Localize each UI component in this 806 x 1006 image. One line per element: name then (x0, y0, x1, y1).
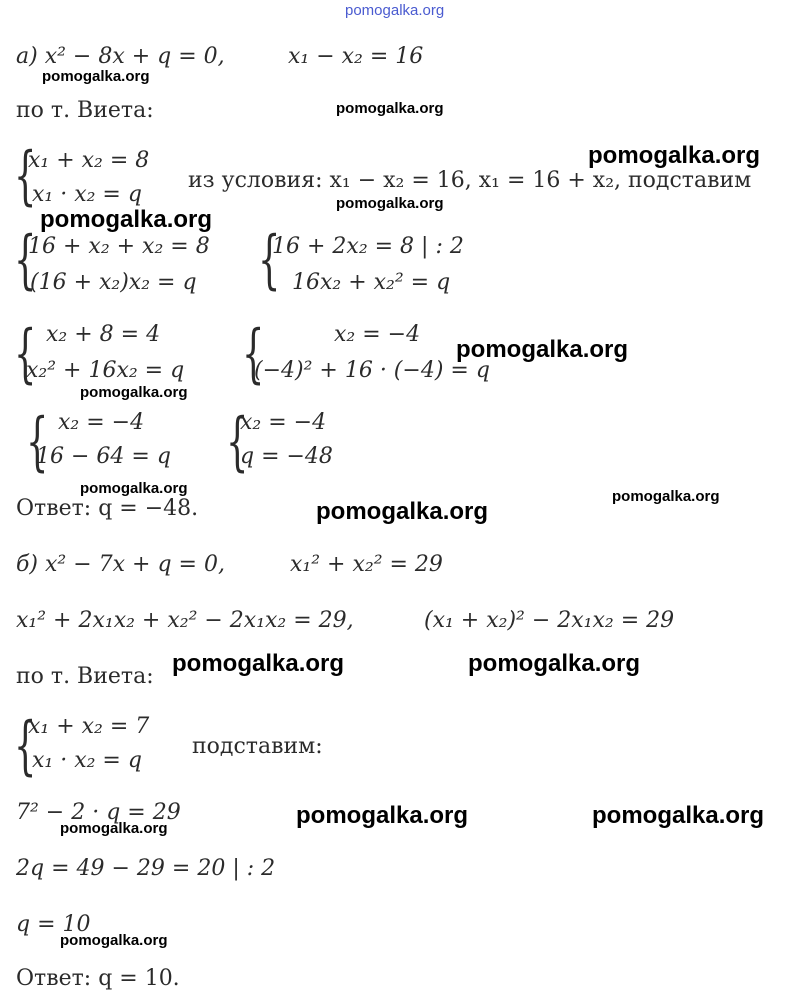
part-a-condition: x₁ − x₂ = 16 (288, 44, 424, 69)
part-b-equation-3: q = 10 (16, 912, 91, 937)
system-brace: { (14, 223, 37, 297)
watermark: pomogalka.org (172, 650, 345, 677)
watermark: pomogalka.org (60, 932, 168, 949)
part-b-equation-1: 7² − 2 · q = 29 (16, 800, 181, 825)
part-a-sys4-line1: x₂ + 8 = 4 (46, 322, 161, 347)
watermark-top: pomogalka.org (345, 2, 445, 19)
part-a-sys4-line2: x₂² + 16x₂ = q (26, 358, 185, 383)
watermark: pomogalka.org (80, 480, 188, 497)
watermark: pomogalka.org (456, 336, 629, 363)
part-b-sys1-line2: x₁ · x₂ = q (32, 748, 142, 773)
part-b-equation-2: 2q = 49 − 29 = 20 | : 2 (16, 856, 276, 881)
part-a-sys3-line2: 16x₂ + x₂² = q (292, 270, 451, 295)
system-brace: { (242, 317, 265, 391)
part-a-header: а) x² − 8x + q = 0, (16, 44, 225, 69)
system-brace: { (14, 139, 37, 213)
part-b-sys1-line1: x₁ + x₂ = 7 (28, 714, 150, 739)
part-b-header: б) x² − 7x + q = 0, (16, 552, 225, 577)
part-b-condition: x₁² + x₂² = 29 (290, 552, 443, 577)
part-a-sys7-line1: x₂ = −4 (240, 410, 327, 435)
system-brace: { (26, 405, 49, 479)
part-a-sys5-line2: (−4)² + 16 · (−4) = q (254, 358, 490, 383)
watermark: pomogalka.org (588, 142, 761, 169)
watermark: pomogalka.org (468, 650, 641, 677)
part-b-answer: Ответ: q = 10. (16, 966, 180, 991)
system-brace: { (14, 709, 37, 783)
part-a-condition-text: из условия: x₁ − x₂ = 16, x₁ = 16 + x₂, подставим (188, 168, 752, 193)
watermark: pomogalka.org (40, 206, 213, 233)
part-b-expansion-2: (x₁ + x₂)² − 2x₁x₂ = 29 (424, 608, 675, 633)
part-b-vieta-label: по т. Виета: (16, 664, 154, 689)
watermark: pomogalka.org (80, 384, 188, 401)
system-brace: { (14, 317, 37, 391)
part-a-sys1-line2: x₁ · x₂ = q (32, 182, 142, 207)
part-a-answer: Ответ: q = −48. (16, 496, 199, 521)
watermark: pomogalka.org (60, 820, 168, 837)
part-a-sys5-line1: x₂ = −4 (334, 322, 421, 347)
watermark: pomogalka.org (336, 100, 444, 117)
part-a-sys2-line2: (16 + x₂)x₂ = q (30, 270, 197, 295)
part-a-sys3-line1: 16 + 2x₂ = 8 | : 2 (272, 234, 464, 259)
part-a-sys7-line2: q = −48 (240, 444, 333, 469)
part-b-substitute-label: подставим: (192, 734, 323, 759)
watermark: pomogalka.org (592, 802, 765, 829)
part-a-sys2-line1: 16 + x₂ + x₂ = 8 (28, 234, 210, 259)
part-b-expansion: x₁² + 2x₁x₂ + x₂² − 2x₁x₂ = 29, (16, 608, 354, 633)
system-brace: { (226, 405, 249, 479)
watermark: pomogalka.org (316, 498, 489, 525)
system-brace: { (258, 223, 281, 297)
watermark: pomogalka.org (42, 68, 150, 85)
part-a-vieta-label: по т. Виета: (16, 98, 154, 123)
watermark: pomogalka.org (336, 195, 444, 212)
part-a-sys1-line1: x₁ + x₂ = 8 (28, 148, 150, 173)
part-a-sys6-line2: 16 − 64 = q (36, 444, 171, 469)
part-a-sys6-line1: x₂ = −4 (58, 410, 145, 435)
watermark: pomogalka.org (612, 488, 720, 505)
watermark: pomogalka.org (296, 802, 469, 829)
